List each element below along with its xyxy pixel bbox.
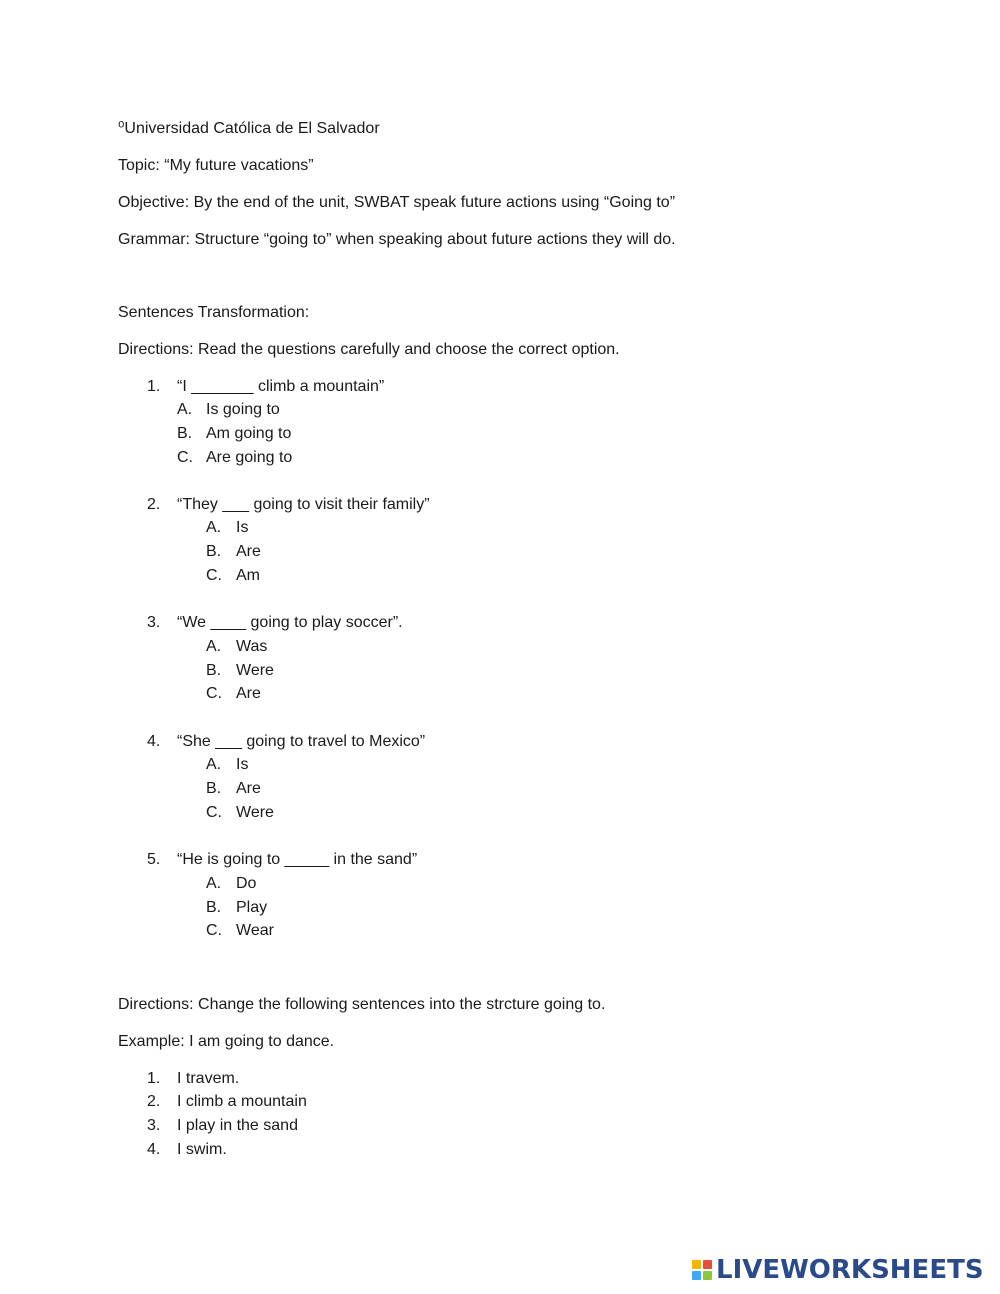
option-text[interactable]: Was <box>236 638 268 655</box>
option-text[interactable]: Wear <box>236 922 274 939</box>
option-letter: B. <box>206 543 222 560</box>
logo-mark-icon <box>692 1260 712 1280</box>
option-letter: B. <box>206 662 222 679</box>
question-number: 1. <box>147 378 161 395</box>
option-text[interactable]: Am going to <box>206 425 292 442</box>
option-text[interactable]: Are <box>236 780 261 797</box>
option-text[interactable]: Are <box>236 685 261 702</box>
option-letter: C. <box>206 567 222 584</box>
option-text[interactable]: Were <box>236 662 274 679</box>
section2-directions: Directions: Change the following sentences into the strcture going to. <box>118 996 606 1013</box>
grammar-line: Grammar: Structure “going to” when speaking about future actions they will do. <box>118 231 676 248</box>
option-letter: A. <box>206 519 222 536</box>
list-item: I play in the sand <box>177 1117 298 1134</box>
option-letter: A. <box>177 401 193 418</box>
section1-directions: Directions: Read the questions carefully and choose the correct option. <box>118 341 620 358</box>
logo-square-icon <box>703 1271 712 1280</box>
list-item-number: 4. <box>147 1141 161 1158</box>
list-item: I travem. <box>177 1070 240 1087</box>
list-item-number: 1. <box>147 1070 161 1087</box>
option-letter: C. <box>206 804 222 821</box>
question-number: 3. <box>147 614 161 631</box>
question-text: “We ____ going to play soccer”. <box>177 614 403 631</box>
logo-text: LIVEWORKSHEETS <box>716 1255 984 1285</box>
option-text[interactable]: Were <box>236 804 274 821</box>
option-letter: B. <box>206 780 222 797</box>
option-text[interactable]: Is <box>236 519 249 536</box>
option-text[interactable]: Are going to <box>206 449 293 466</box>
question-text: “She ___ going to travel to Mexico” <box>177 733 426 750</box>
objective-line: Objective: By the end of the unit, SWBAT speak future actions using “Going to” <box>118 194 676 211</box>
example-line: Example: I am going to dance. <box>118 1033 335 1050</box>
liveworksheets-logo[interactable] <box>692 1256 984 1284</box>
option-text[interactable]: Is going to <box>206 401 280 418</box>
question-number: 4. <box>147 733 161 750</box>
question-text: “They ___ going to visit their family” <box>177 496 430 513</box>
question-number: 5. <box>147 851 161 868</box>
list-item-number: 2. <box>147 1093 161 1110</box>
option-text[interactable]: Do <box>236 875 257 892</box>
list-item: I swim. <box>177 1141 227 1158</box>
logo-square-icon <box>692 1260 701 1269</box>
option-text[interactable]: Play <box>236 899 268 916</box>
institution-name: ⁰Universidad Católica de El Salvador <box>118 120 380 137</box>
option-letter: A. <box>206 875 222 892</box>
question-text: “He is going to _____ in the sand” <box>177 851 418 868</box>
option-letter: C. <box>206 685 222 702</box>
topic-line: Topic: “My future vacations” <box>118 157 314 174</box>
logo-square-icon <box>703 1260 712 1269</box>
logo-square-icon <box>692 1271 701 1280</box>
option-text[interactable]: Are <box>236 543 261 560</box>
option-letter: B. <box>206 899 222 916</box>
section-title: Sentences Transformation: <box>118 304 310 321</box>
question-number: 2. <box>147 496 161 513</box>
option-text[interactable]: Am <box>236 567 260 584</box>
question-text: “I _______ climb a mountain” <box>177 378 385 395</box>
option-text[interactable]: Is <box>236 756 249 773</box>
option-letter: C. <box>206 922 222 939</box>
list-item: I climb a mountain <box>177 1093 307 1110</box>
option-letter: A. <box>206 638 222 655</box>
list-item-number: 3. <box>147 1117 161 1134</box>
option-letter: B. <box>177 425 193 442</box>
option-letter: A. <box>206 756 222 773</box>
option-letter: C. <box>177 449 193 466</box>
